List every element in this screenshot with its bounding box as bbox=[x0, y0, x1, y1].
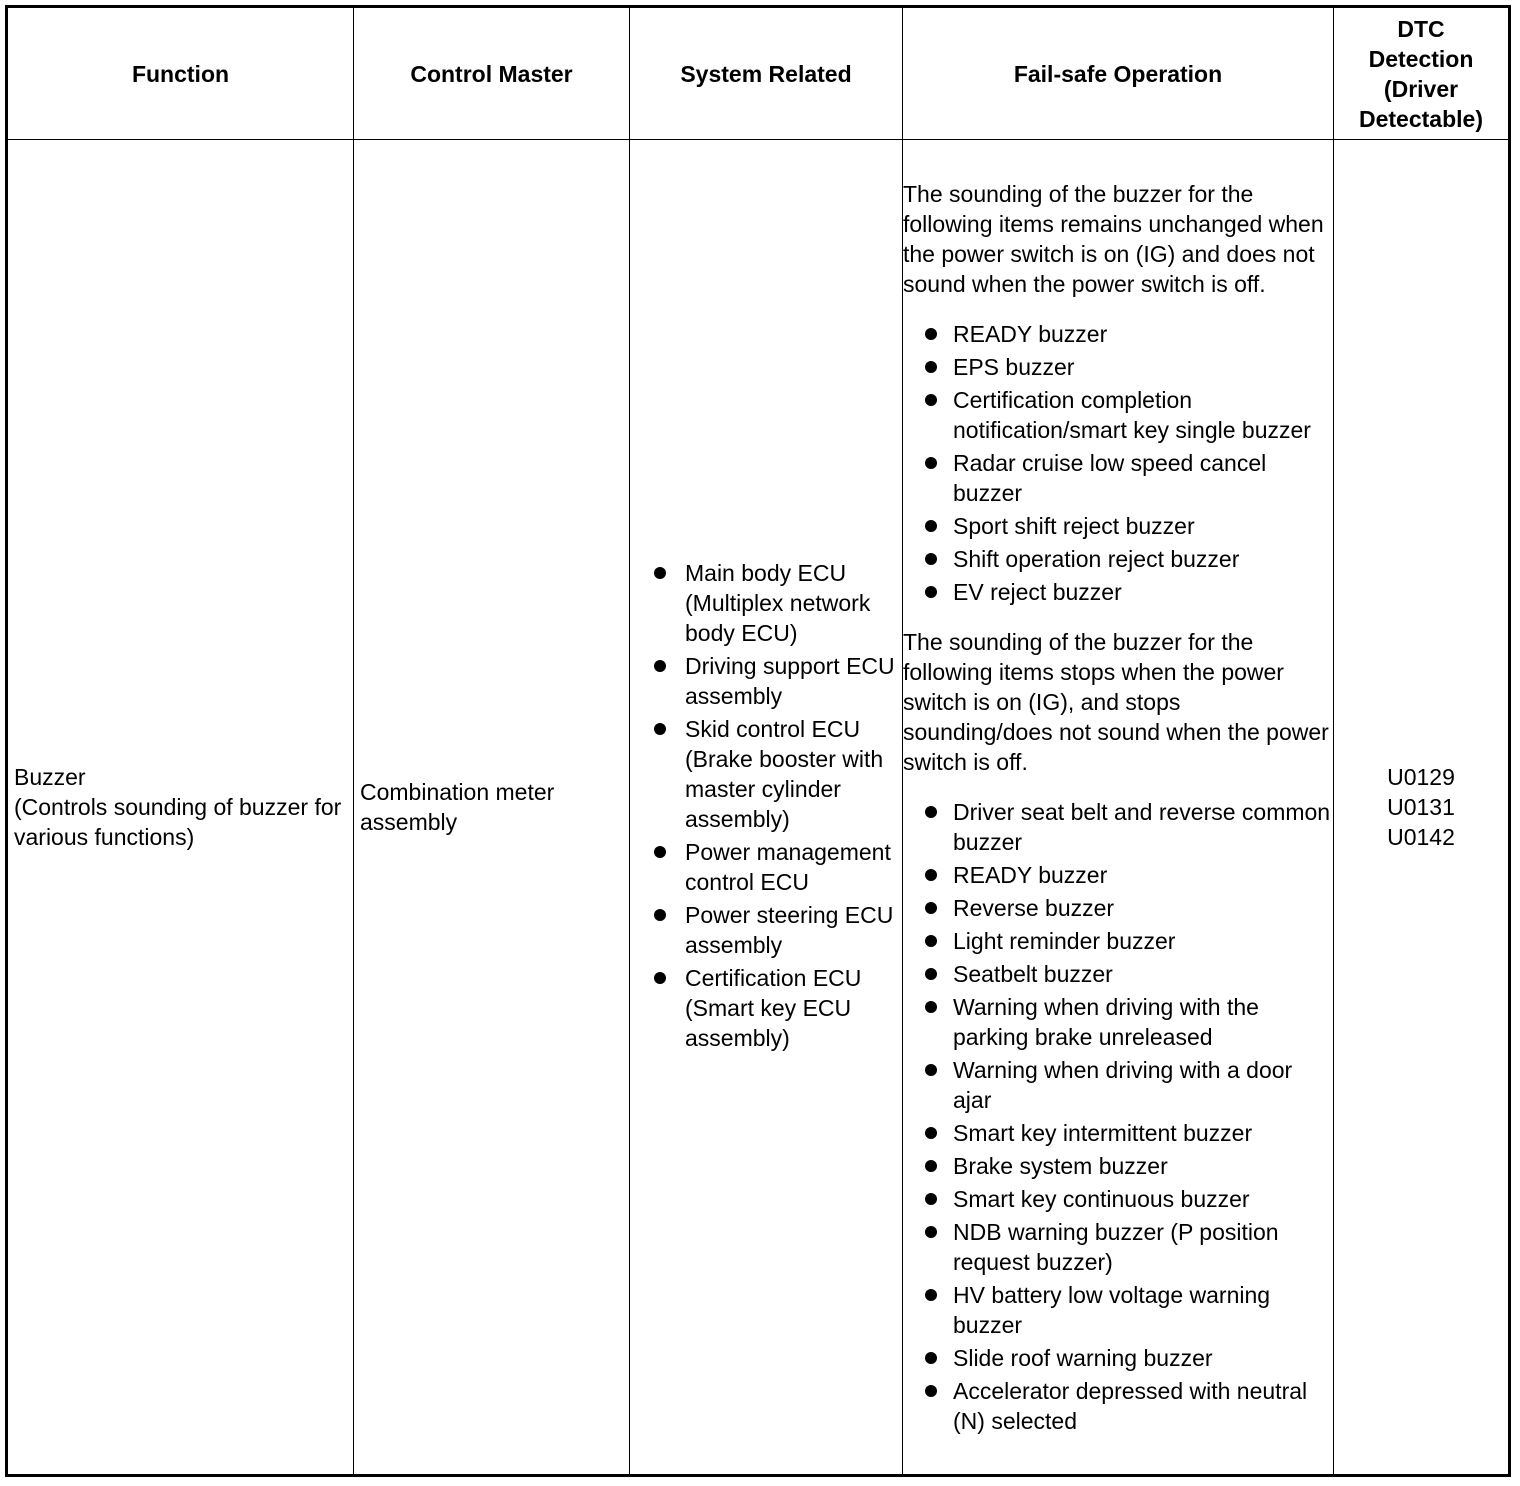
list-item: Brake system buzzer bbox=[903, 1151, 1333, 1181]
failsafe-list-stops bbox=[903, 797, 1333, 1436]
list-item: Smart key intermittent buzzer bbox=[903, 1118, 1333, 1148]
system-related-cell bbox=[630, 140, 903, 1476]
control-master-text: Combination meter assembly bbox=[360, 779, 555, 835]
dtc-code: U0129 bbox=[1387, 764, 1455, 790]
list-item: Reverse buzzer bbox=[903, 893, 1333, 923]
header-dtc-line: Detection bbox=[1368, 45, 1474, 72]
list-item: Smart key continuous buzzer bbox=[903, 1184, 1333, 1214]
list-item: Warning when driving with a door ajar bbox=[903, 1055, 1333, 1115]
list-item: READY buzzer bbox=[903, 319, 1333, 349]
header-dtc-line: (Driver bbox=[1383, 75, 1459, 102]
header-system-related: System Related bbox=[630, 7, 903, 140]
list-item: Power management control ECU bbox=[630, 837, 902, 897]
failsafe-paragraph-unchanged: The sounding of the buzzer for the following items remains unchanged when the power switch is on (IG) and does not sound when the power switch is off. bbox=[903, 181, 1324, 297]
list-item: Certification ECU (Smart key ECU assembly) bbox=[630, 963, 902, 1053]
header-row bbox=[7, 7, 1510, 140]
list-item: Driving support ECU assembly bbox=[630, 651, 902, 711]
table-row bbox=[7, 140, 1510, 1476]
buzzer-failsafe-table bbox=[5, 5, 1511, 1477]
header-dtc-line: DTC bbox=[1397, 15, 1445, 42]
list-item: Certification completion notification/smart key single buzzer bbox=[903, 385, 1333, 445]
list-item: READY buzzer bbox=[903, 860, 1333, 890]
list-item: Shift operation reject buzzer bbox=[903, 544, 1333, 574]
list-item: HV battery low voltage warning buzzer bbox=[903, 1280, 1333, 1340]
list-item: Radar cruise low speed cancel buzzer bbox=[903, 448, 1333, 508]
header-failsafe-operation: Fail-safe Operation bbox=[903, 7, 1334, 140]
list-item: Slide roof warning buzzer bbox=[903, 1343, 1333, 1373]
list-item: Driver seat belt and reverse common buzzer bbox=[903, 797, 1333, 857]
list-item: EV reject buzzer bbox=[903, 577, 1333, 607]
function-name: Buzzer bbox=[14, 764, 86, 790]
list-item: Seatbelt buzzer bbox=[903, 959, 1333, 989]
header-control-master: Control Master bbox=[354, 7, 630, 140]
header-dtc-detection bbox=[1334, 7, 1510, 140]
list-item: Main body ECU (Multiplex network body ECU) bbox=[630, 558, 902, 648]
list-item: Warning when driving with the parking brake unreleased bbox=[903, 992, 1333, 1052]
system-related-list bbox=[630, 558, 902, 1053]
list-item: NDB warning buzzer (P position request buzzer) bbox=[903, 1217, 1333, 1277]
list-item: Power steering ECU assembly bbox=[630, 900, 902, 960]
list-item: Sport shift reject buzzer bbox=[903, 511, 1333, 541]
dtc-code: U0131 bbox=[1387, 794, 1455, 820]
failsafe-paragraph-stops: The sounding of the buzzer for the following items stops when the power switch is on (IG), and stops sounding/does not sound when the power switch is off. bbox=[903, 629, 1329, 775]
list-item: Accelerator depressed with neutral (N) selected bbox=[903, 1376, 1333, 1436]
list-item: Skid control ECU (Brake booster with master cylinder assembly) bbox=[630, 714, 902, 834]
control-master-cell bbox=[354, 140, 630, 1476]
list-item: EPS buzzer bbox=[903, 352, 1333, 382]
failsafe-cell bbox=[903, 140, 1334, 1476]
function-cell bbox=[7, 140, 354, 1476]
header-function: Function bbox=[7, 7, 354, 140]
list-item: Light reminder buzzer bbox=[903, 926, 1333, 956]
function-description: (Controls sounding of buzzer for various functions) bbox=[14, 794, 342, 850]
header-dtc-line: Detectable) bbox=[1359, 105, 1483, 132]
dtc-cell bbox=[1334, 140, 1510, 1476]
dtc-code: U0142 bbox=[1387, 824, 1455, 850]
failsafe-list-unchanged bbox=[903, 319, 1333, 607]
